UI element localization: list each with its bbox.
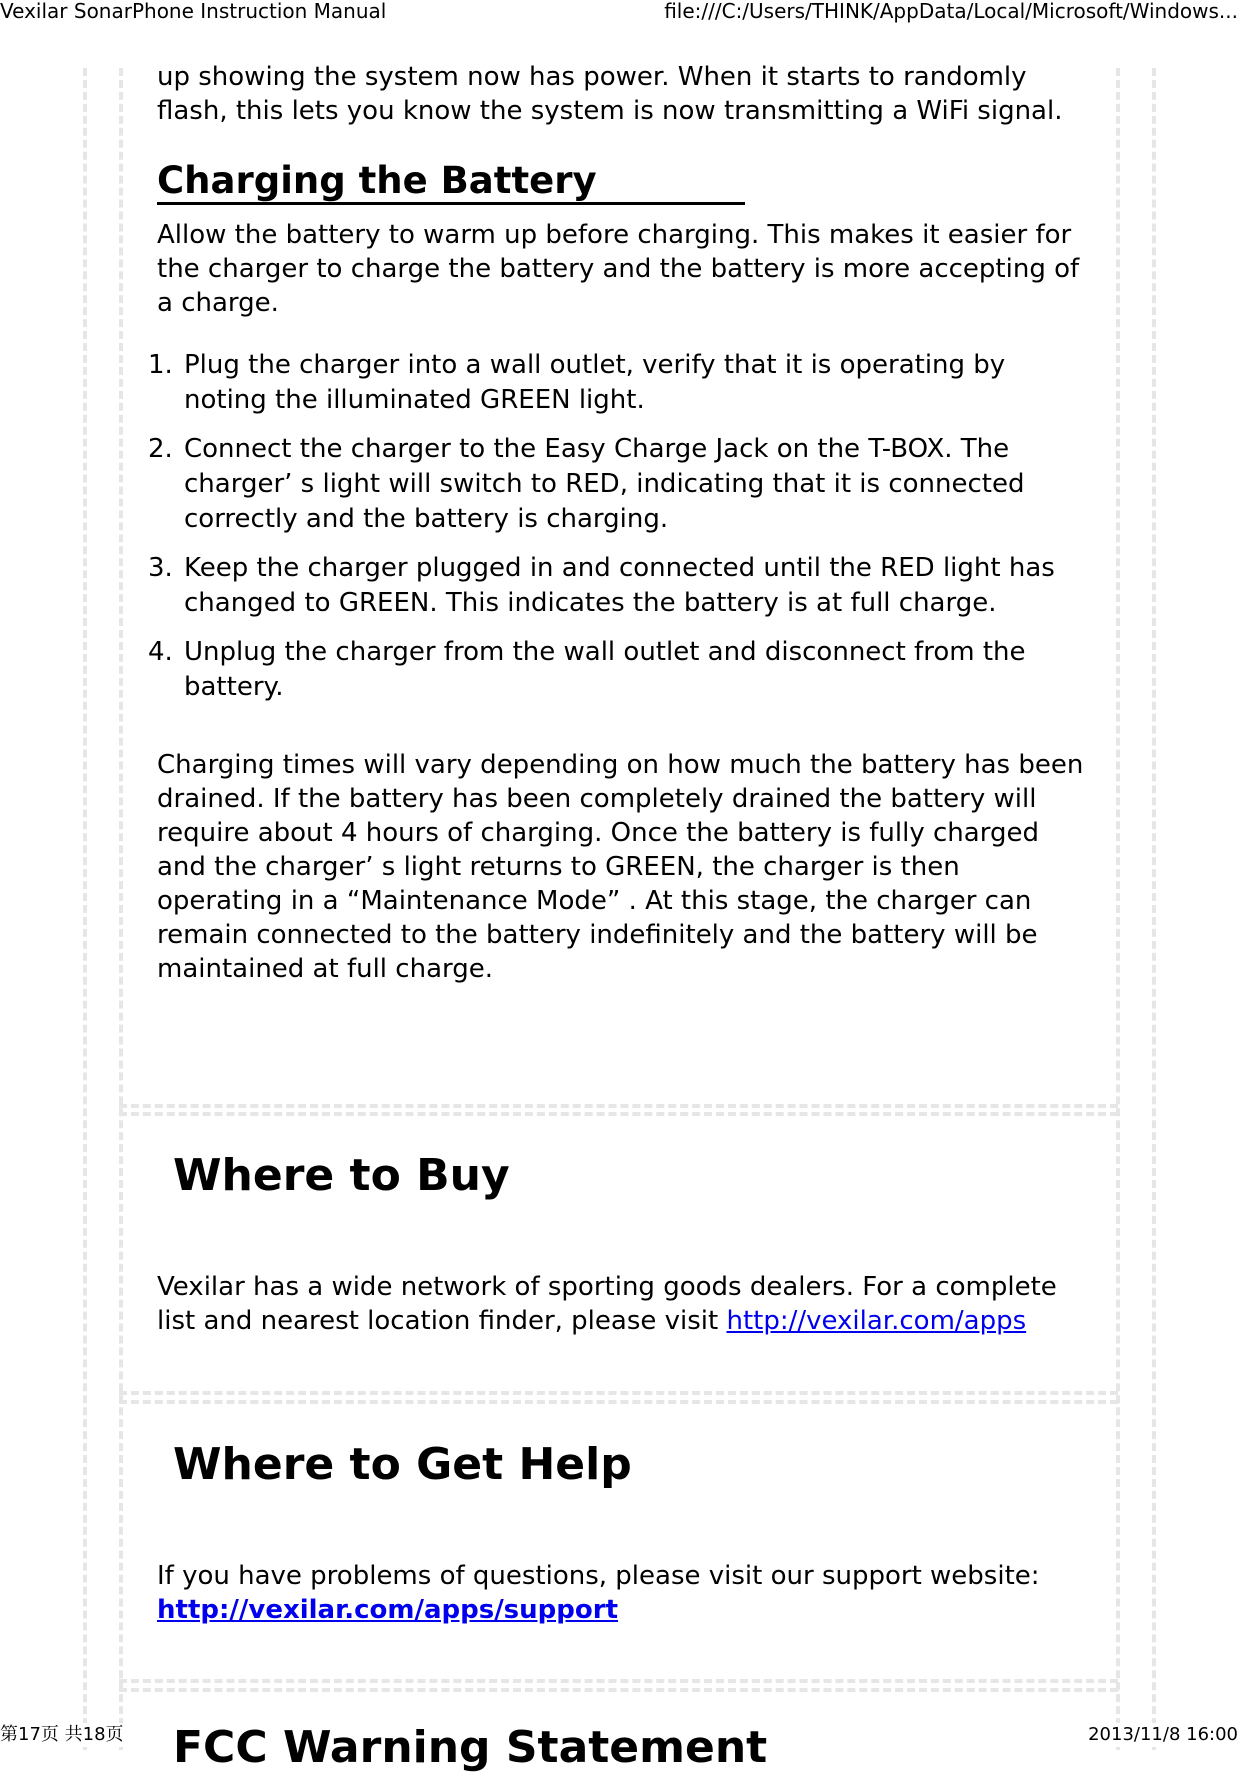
list-item	[148, 635, 1088, 705]
section-divider	[119, 1112, 1118, 1116]
intro-clip	[0, 22, 1238, 92]
step-number: 2.	[148, 434, 173, 464]
where-to-buy-body: Vexilar has a wide network of sporting goods dealers. For a complete list and nearest location finder, please visit	[157, 1272, 1057, 1336]
document-title: Vexilar SonarPhone Instruction Manual	[0, 0, 387, 23]
outer-right-border	[1152, 68, 1156, 1750]
where-to-get-help-heading: Where to Get Help	[173, 1439, 632, 1490]
step-number: 3.	[148, 553, 173, 583]
print-datetime: 2013/11/8 16:00	[1088, 1724, 1238, 1745]
section-divider	[119, 1391, 1118, 1395]
support-link[interactable]: http://vexilar.com/apps/support	[157, 1595, 619, 1625]
step-text: Unplug the charger from the wall outlet and disconnect from the battery.	[184, 637, 1026, 702]
step-number: 4.	[148, 637, 173, 667]
step-text: Plug the charger into a wall outlet, verify that it is operating by noting the illuminated GREEN light.	[184, 350, 1006, 415]
fcc-heading: FCC Warning Statement	[173, 1722, 768, 1773]
where-to-get-help-text	[157, 1559, 1087, 1627]
inner-right-border	[1116, 68, 1120, 1750]
step-text: Keep the charger plugged in and connected until the RED light has changed to GREEN. This indicates the battery is at full charge.	[184, 553, 1055, 618]
list-item	[148, 551, 1088, 621]
list-item	[148, 432, 1088, 537]
section-divider	[119, 1400, 1118, 1404]
where-to-buy-heading: Where to Buy	[173, 1150, 510, 1201]
charging-steps	[148, 348, 1088, 719]
intro-line-2: flash, this lets you know the system is now transmitting a WiFi signal.	[157, 96, 1063, 126]
intro-line-1: up showing the system now has power. When it starts to randomly	[157, 62, 1027, 92]
step-text: Connect the charger to the Easy Charge Jack on the T-BOX. The charger’ s light will switch to RED, indicating that it is connected correctly and the battery is charging.	[184, 434, 1025, 534]
section-divider	[119, 1104, 1118, 1108]
page-number: 第17页 共18页	[0, 1724, 124, 1745]
fcc-heading-clip	[173, 1722, 873, 1773]
where-to-get-help-body: If you have problems of questions, please visit our support website:	[157, 1561, 1040, 1591]
step-number: 1.	[148, 350, 173, 380]
vexilar-apps-link[interactable]: http://vexilar.com/apps	[726, 1306, 1027, 1336]
file-path: file:///C:/Users/THINK/AppData/Local/Microsoft/Windows...	[664, 0, 1238, 23]
heading-underline	[157, 202, 745, 205]
charging-intro: Allow the battery to warm up before charging. This makes it easier for the charger to charge the battery and the battery is more accepting of a charge.	[157, 220, 1080, 318]
where-to-buy-text	[157, 1270, 1087, 1338]
charging-note: Charging times will vary depending on how much the battery has been drained. If the battery has been completely drained the battery will require about 4 hours of charging. Once the battery is fully charged and the charger’ s light returns to GREEN, the charger is then operating in a “Maintenance Mode” . At this stage, the charger can remain connected to the battery indefinitely and the battery will be maintained at full charge.	[157, 750, 1084, 984]
charging-heading: Charging the Battery	[157, 159, 597, 202]
section-divider	[119, 1679, 1118, 1683]
list-item	[148, 348, 1088, 418]
section-divider	[119, 1688, 1118, 1692]
inner-left-border	[119, 68, 123, 1750]
outer-left-border	[83, 68, 87, 1750]
